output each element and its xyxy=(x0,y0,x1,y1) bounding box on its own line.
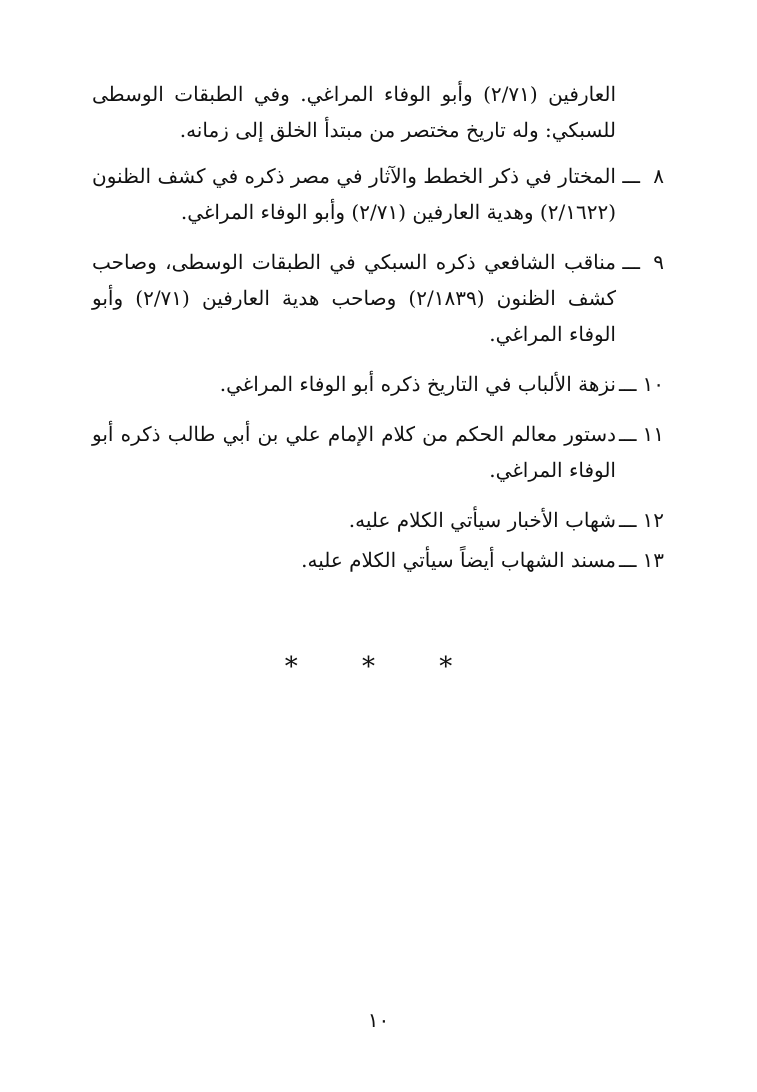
item-number-column xyxy=(616,416,664,488)
item-dash: ـــ xyxy=(622,250,640,274)
item-dash: ـــ xyxy=(618,422,637,446)
separator-asterisk: * xyxy=(439,652,473,682)
item-text: نزهة الألباب في التاريخ ذكره أبو الوفاء المراغي. xyxy=(219,372,616,396)
item-number: ١٠ xyxy=(642,372,664,396)
list-item-8 xyxy=(92,158,664,230)
item-text: شهاب الأخبار سيأتي الكلام عليه. xyxy=(348,508,616,532)
page-number: ١٠ xyxy=(367,1008,390,1032)
list-item-9 xyxy=(92,244,664,352)
item-number: ٩ xyxy=(653,250,664,274)
item-dash: ـــ xyxy=(618,548,637,572)
separator-asterisk: * xyxy=(362,652,395,682)
item-dash: ـــ xyxy=(618,508,637,532)
item-text: دستور معالم الحكم من كلام الإمام علي بن أبي طالب ذكره أبو الوفاء المراغي. xyxy=(92,422,616,482)
page-body xyxy=(92,76,664,582)
section-separator xyxy=(0,652,757,682)
item-number: ١١ xyxy=(642,422,664,446)
item-number-column xyxy=(616,366,664,402)
intro-paragraph: العارفين (٢/٧١) وأبو الوفاء المراغي. وفي الطبقات الوسطى للسبكي: وله تاريخ مختصر من مبتدأ الخلق إلى زمانه. xyxy=(92,82,616,142)
item-dash: ـــ xyxy=(618,372,637,396)
item-text: المختار في ذكر الخطط والآثار في مصر ذكره في كشف الظنون (٢/١٦٢٢) وهدية العارفين (٢/٧١) وأبو الوفاء المراغي. xyxy=(92,164,616,224)
item-number-column xyxy=(616,502,664,538)
item-number-column xyxy=(616,158,664,230)
item-text: مسند الشهاب أيضاً سيأتي الكلام عليه. xyxy=(301,548,616,572)
item-number: ١٣ xyxy=(642,548,664,572)
item-number: ١٢ xyxy=(642,508,664,532)
item-dash: ـــ xyxy=(622,164,640,188)
item-number-column xyxy=(616,244,664,352)
separator-asterisk: * xyxy=(284,652,318,682)
item-text: مناقب الشافعي ذكره السبكي في الطبقات الوسطى، وصاحب كشف الظنون (٢/١٨٣٩) وصاحب هدية العارفين (٢/٧١) وأبو الوفاء المراغي. xyxy=(92,250,616,346)
list-item-12 xyxy=(92,502,664,538)
list-item-10 xyxy=(92,366,664,402)
item-number-column xyxy=(616,542,664,578)
list-item-13 xyxy=(92,542,664,578)
item-number: ٨ xyxy=(653,164,664,188)
list-item-11 xyxy=(92,416,664,488)
